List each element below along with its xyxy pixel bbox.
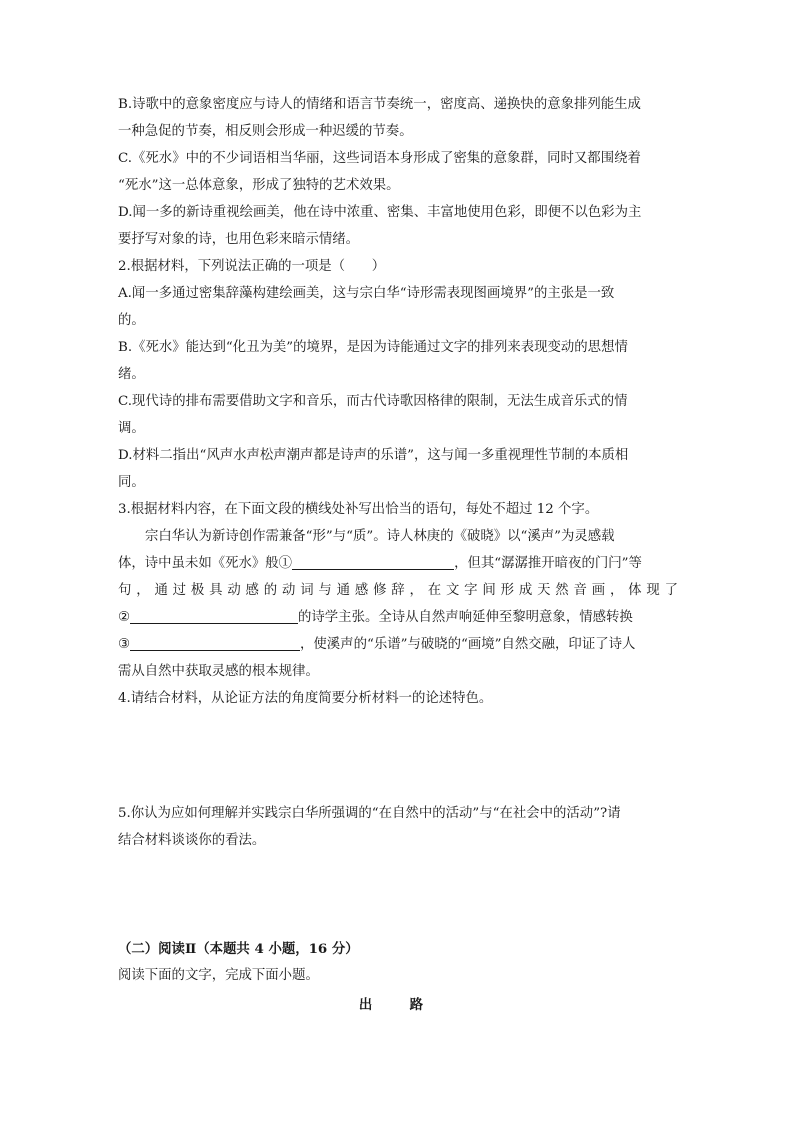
q2-option-c-line1: C.现代诗的排布需要借助文字和音乐，而古代诗歌因格律的限制，无法生成音乐式的情 <box>118 394 628 409</box>
q5-stem-line2: 结合材料谈谈你的看法。 <box>118 833 266 848</box>
q3-text: ，但其“潺潺推开暗夜的门闩”等 <box>454 556 642 571</box>
q3-paragraph-line6: 需从自然中获取灵感的根本规律。 <box>118 664 319 679</box>
q2-option-d-line2: 同。 <box>118 475 145 490</box>
q4-stem: 4.请结合材料，从论证方法的角度简要分析材料一的论述特色。 <box>118 691 493 706</box>
q3-paragraph-line1: 宗白华认为新诗创作需兼备“形”与“质”。诗人林庚的《破晓》以“溪声”为灵感载 <box>145 529 615 544</box>
q5-stem-line1: 5.你认为应如何理解并实践宗白华所强调的“在自然中的活动”与“在社会中的活动”?请 <box>118 806 621 821</box>
q2-option-a-line1: A.闻一多通过密集辞藻构建绘画美，这与宗白华“诗形需表现图画境界”的主张是一致 <box>118 286 615 301</box>
q1-option-d-line2: 要抒写对象的诗，也用色彩来暗示情绪。 <box>118 232 360 247</box>
q2-option-a-line2: 的。 <box>118 313 145 328</box>
section-instruction: 阅读下面的文字，完成下面小题。 <box>118 968 319 983</box>
q3-paragraph-line4 <box>118 609 678 627</box>
q3-paragraph-line5 <box>118 636 678 654</box>
q3-text: ③ <box>118 637 131 652</box>
q3-text: ，使溪声的“乐谱”与破晓的“画境”自然交融，印证了诗人 <box>300 637 636 652</box>
q2-option-d-line1: D.材料二指出“风声水声松声潮声都是诗声的乐谱”，这与闻一多重视理性节制的本质相 <box>118 448 629 463</box>
q3-paragraph-line2 <box>118 555 678 573</box>
q2-stem: 2.根据材料，下列说法正确的一项是（ ） <box>118 259 386 274</box>
q1-option-d-line1: D.闻一多的新诗重视绘画美，他在诗中浓重、密集、丰富地使用色彩，即便不以色彩为主 <box>118 205 642 220</box>
q3-text: ② <box>118 610 131 625</box>
answer-blank-3[interactable] <box>130 636 300 651</box>
q3-text: 体，诗中虽未如《死水》般① <box>118 556 293 571</box>
answer-blank-2[interactable] <box>130 609 298 624</box>
q1-option-c-line1: C.《死水》中的不少词语相当华丽，这些词语本身形成了密集的意象群，同时又都围绕着 <box>118 151 641 166</box>
q1-option-b-line2: 一种急促的节奏，相反则会形成一种迟缓的节奏。 <box>118 124 413 139</box>
q3-paragraph-line3: 句，通过极具动感的动词与通感修辞，在文字间形成天然音画，体现了 <box>118 583 678 598</box>
q3-text: 的诗学主张。全诗从自然声响延伸至黎明意象，情感转换 <box>298 610 633 625</box>
q1-option-b-line1: B.诗歌中的意象密度应与诗人的情绪和语言节奏统一，密度高、递换快的意象排列能生成 <box>118 97 641 112</box>
answer-blank-1[interactable] <box>292 555 454 570</box>
section-heading: （二）阅读Ⅱ（本题共 4 小题，16 分） <box>118 941 359 957</box>
q2-option-b-line2: 绪。 <box>118 367 145 382</box>
passage-title: 出 路 <box>358 997 436 1013</box>
q1-option-c-line2: “死水”这一总体意象，形成了独特的艺术效果。 <box>118 178 400 193</box>
q2-option-b-line1: B.《死水》能达到“化丑为美”的境界，是因为诗能通过文字的排列来表现变动的思想情 <box>118 340 628 355</box>
q2-option-c-line2: 调。 <box>118 421 145 436</box>
q3-stem: 3.根据材料内容，在下面文段的横线处补写出恰当的语句，每处不超过 12 个字。 <box>118 502 599 517</box>
